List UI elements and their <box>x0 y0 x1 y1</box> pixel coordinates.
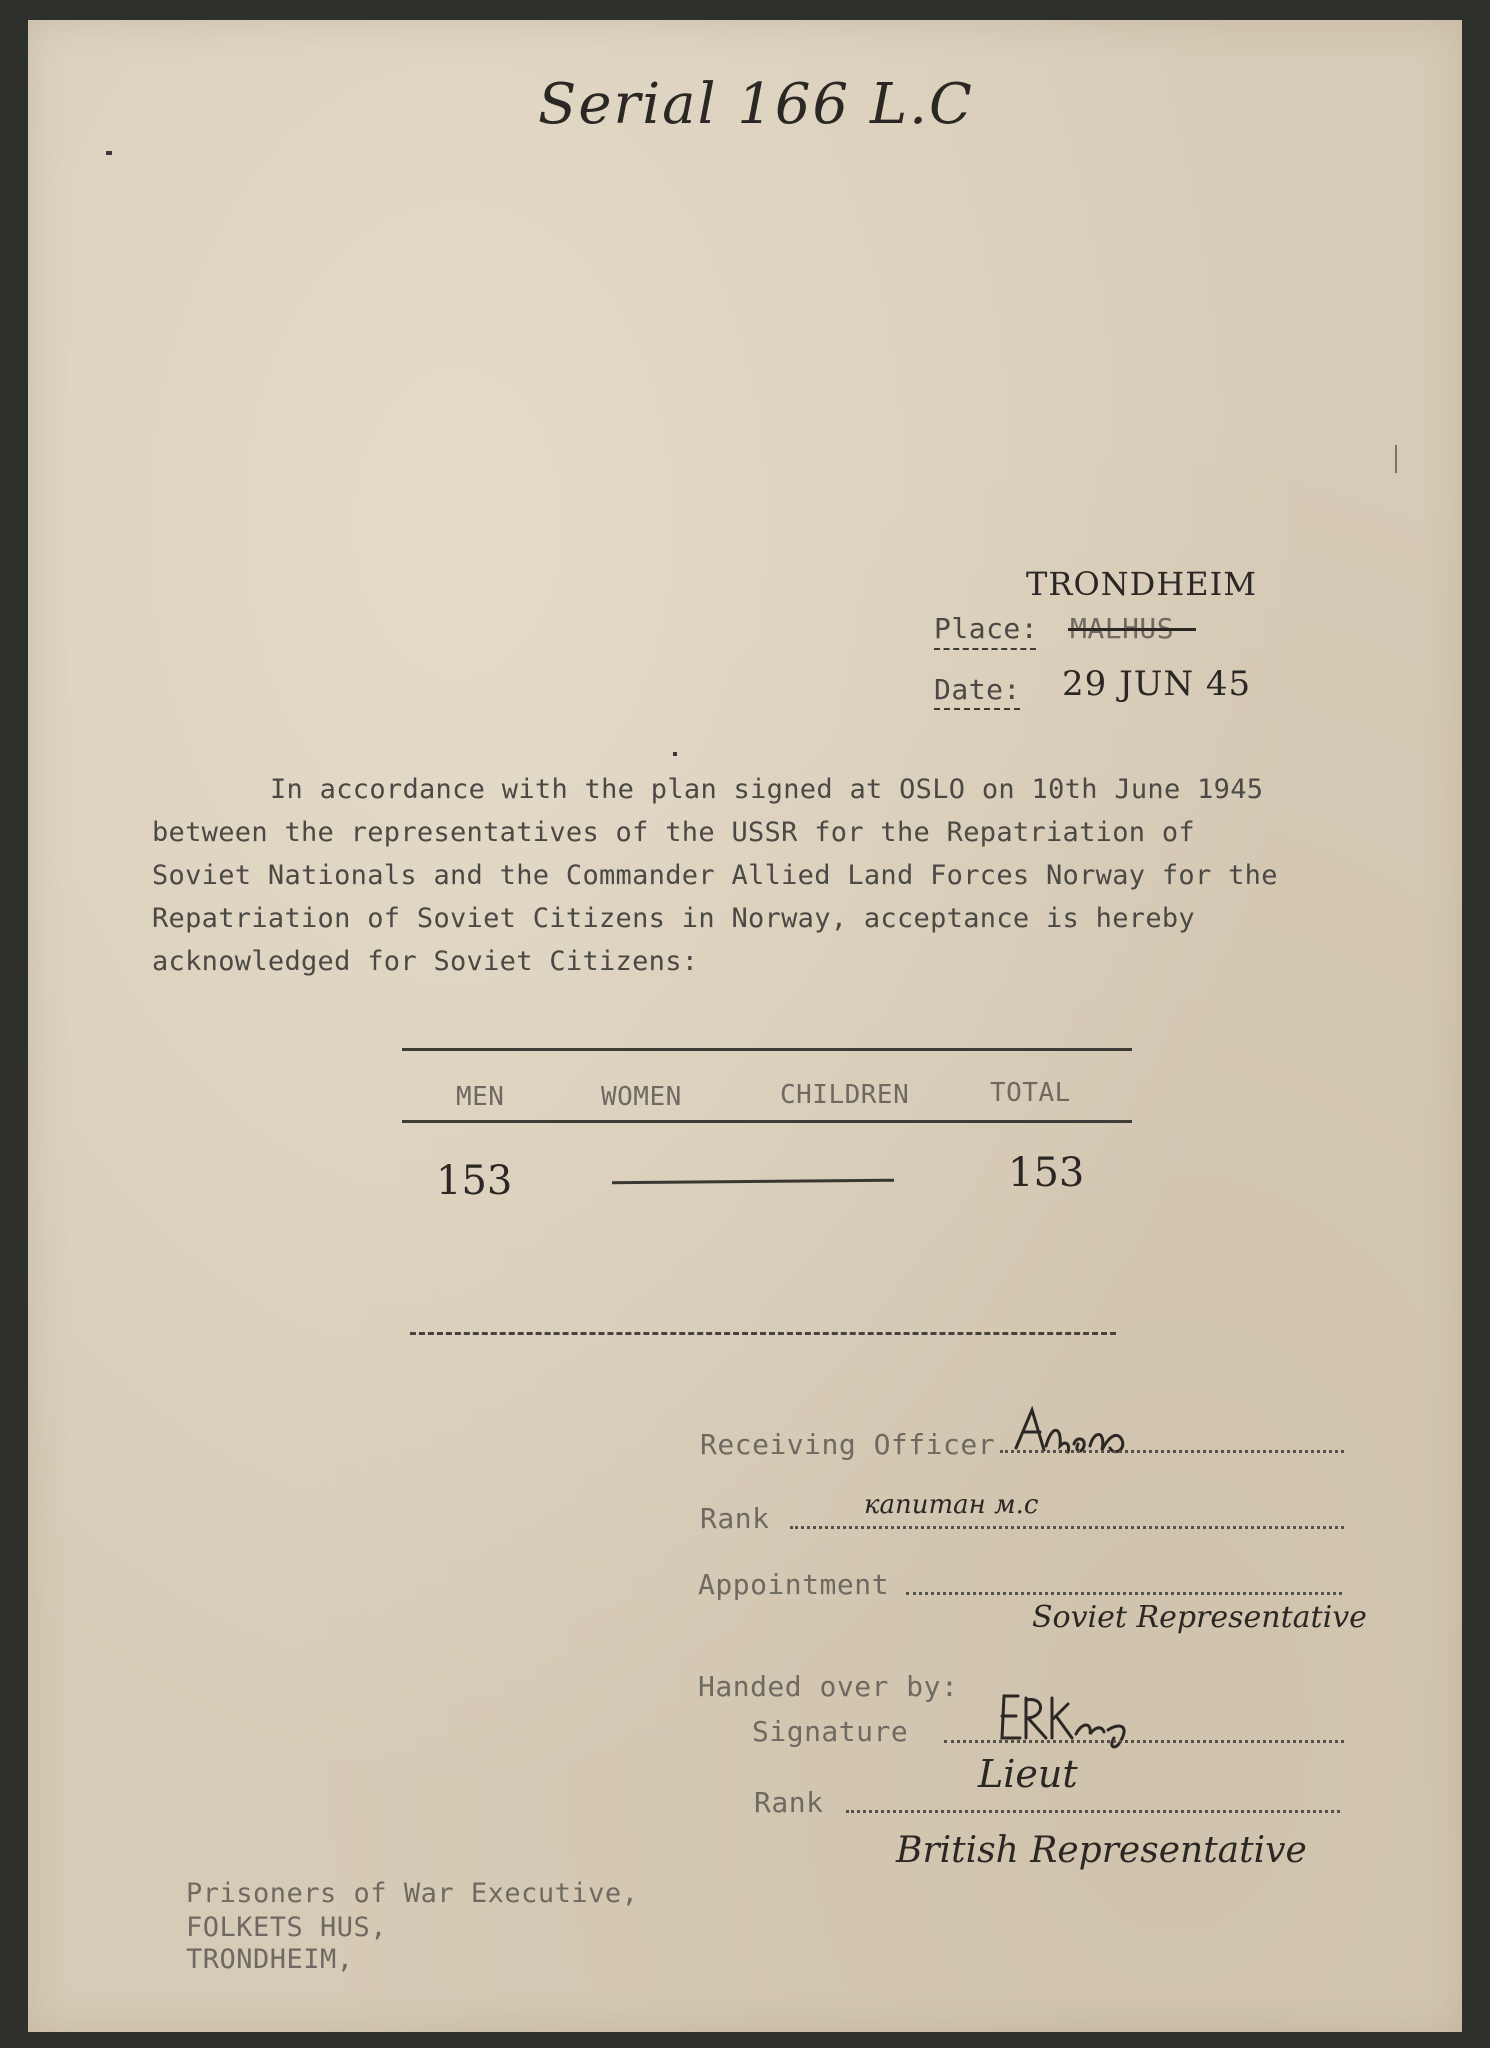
receiving-officer-dotted-line <box>1000 1450 1344 1453</box>
place-strikethrough <box>1068 628 1196 631</box>
date-underline <box>934 708 1020 710</box>
handed-signature-dotted-line <box>944 1740 1344 1743</box>
receiving-officer-label: Receiving Officer <box>700 1428 996 1461</box>
table-header-women: WOMEN <box>601 1082 682 1112</box>
handed-signature-label: Signature <box>752 1715 909 1748</box>
table-total-value: 153 <box>1008 1150 1085 1196</box>
handed-rank-dotted-line <box>846 1810 1340 1813</box>
body-paragraph: In accordance with the plan signed at OSLO on 10th June 1945 between the representatives of the USSR for the Repatriation of Soviet Nationals and the Commander Allied Land Forces Norway for the Repatriation of Soviet Citizens in Norway, acceptance is hereby acknowledged for Soviet Citizens: <box>152 774 1278 977</box>
receiving-rank-dotted-line <box>790 1526 1344 1529</box>
handed-over-heading: Handed over by: <box>698 1670 959 1703</box>
receiving-rank-value: капитан м.с <box>864 1490 1039 1520</box>
paper-sheet <box>28 20 1462 2032</box>
date-value: 29 JUN 45 <box>1062 664 1252 704</box>
place-label: Place: <box>934 612 1039 645</box>
date-label: Date: <box>934 673 1021 706</box>
table-header-total: TOTAL <box>990 1078 1071 1108</box>
table-header-rule <box>402 1120 1132 1123</box>
table-men-value: 153 <box>436 1158 513 1204</box>
place-value: TRONDHEIM <box>1026 565 1257 603</box>
footer-line-1: Prisoners of War Executive, <box>186 1878 639 1909</box>
handed-role-value: British Representative <box>896 1830 1307 1871</box>
appointment-label: Appointment <box>698 1568 889 1601</box>
table-header-men: MEN <box>456 1082 505 1112</box>
table-bottom-rule <box>410 1332 1116 1335</box>
handed-rank-label: Rank <box>754 1786 824 1819</box>
serial-number: Serial 166 L.C <box>538 72 974 137</box>
table-header-children: CHILDREN <box>780 1080 910 1110</box>
handed-over-signature <box>996 1686 1176 1756</box>
paper-speck <box>106 151 112 155</box>
paper-mark <box>1395 445 1397 473</box>
footer-line-2: FOLKETS HUS, <box>186 1912 388 1943</box>
receiving-rank-label: Rank <box>700 1502 770 1535</box>
paper-speck <box>673 752 677 756</box>
appointment-dotted-line <box>906 1592 1342 1595</box>
handed-rank-value: Lieut <box>978 1752 1078 1796</box>
appointment-value: Soviet Representative <box>1032 1600 1367 1635</box>
place-struck-value: MALHUS <box>1070 612 1175 645</box>
receiving-officer-signature <box>1010 1400 1160 1470</box>
footer-line-3: TRONDHEIM, <box>186 1944 354 1975</box>
place-underline <box>934 648 1036 650</box>
table-top-rule <box>402 1048 1132 1051</box>
